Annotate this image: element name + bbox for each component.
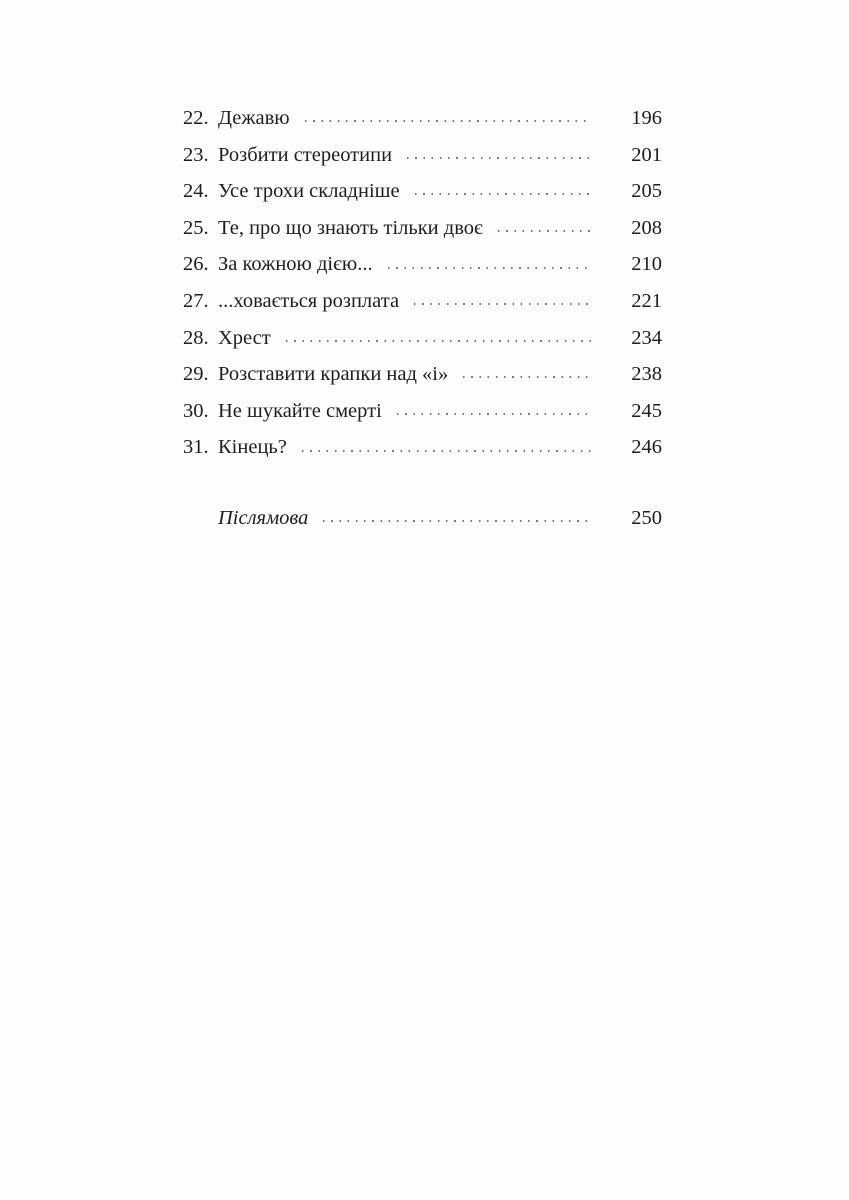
toc-entry-page: 221 [631,290,662,313]
toc-entry [183,173,662,210]
toc-entry-number: 29. [183,363,209,386]
toc-entry-title: Усе трохи складніше [218,180,400,203]
toc-entry-title: Не шукайте смерті [218,399,382,422]
toc-entry-title: Те, про що знають тільки двоє [218,216,483,239]
dot-leader [407,157,592,159]
toc-entry-page: 234 [631,326,662,349]
toc-entry-title: ...ховається розплата [218,290,400,313]
toc-entry-list [183,100,662,466]
toc-entry-title: Післямова [218,506,309,529]
toc-entry [183,246,662,283]
toc-entry [183,210,662,247]
dot-leader [302,450,592,452]
dot-leader [463,376,592,378]
toc-entry-page: 250 [631,506,662,529]
dot-leader [414,303,592,305]
toc-entry-title: За кожною дією... [218,253,373,276]
toc-entry-page: 196 [631,107,662,130]
toc-entry [183,100,662,137]
toc-entry-afterword [183,500,662,537]
toc-entry-page: 205 [631,180,662,203]
toc-entry-title: Розбити стереотипи [218,143,393,166]
toc-entry [183,137,662,174]
toc-entry-page: 210 [631,253,662,276]
toc-entry-number: 26. [183,253,209,276]
dot-leader [498,230,592,232]
dot-leader [286,340,592,342]
toc-entry-number: 25. [183,216,209,239]
toc-entry-page: 201 [631,143,662,166]
toc-entry-number: 24. [183,180,209,203]
toc-entry [183,283,662,320]
dot-leader [305,120,592,122]
toc-entry-number: 22. [183,107,209,130]
toc-entry-title: Кінець? [218,436,287,459]
table-of-contents [183,100,662,537]
dot-leader [323,520,592,522]
toc-entry-number: 23. [183,143,209,166]
toc-entry-title: Дежавю [218,107,290,130]
dot-leader [397,413,592,415]
toc-entry-title: Хрест [218,326,271,349]
toc-entry-page: 245 [631,399,662,422]
toc-entry-number: 31. [183,436,209,459]
toc-entry [183,393,662,430]
dot-leader [415,193,592,195]
toc-entry [183,356,662,393]
toc-entry-page: 246 [631,436,662,459]
toc-entry [183,429,662,466]
toc-entry-number: 30. [183,399,209,422]
toc-entry-page: 238 [631,363,662,386]
toc-entry-title: Розставити крапки над «і» [218,363,449,386]
toc-entry-number: 28. [183,326,209,349]
toc-entry-page: 208 [631,216,662,239]
toc-entry-number: 27. [183,290,209,313]
toc-entry [183,320,662,357]
dot-leader [388,267,592,269]
